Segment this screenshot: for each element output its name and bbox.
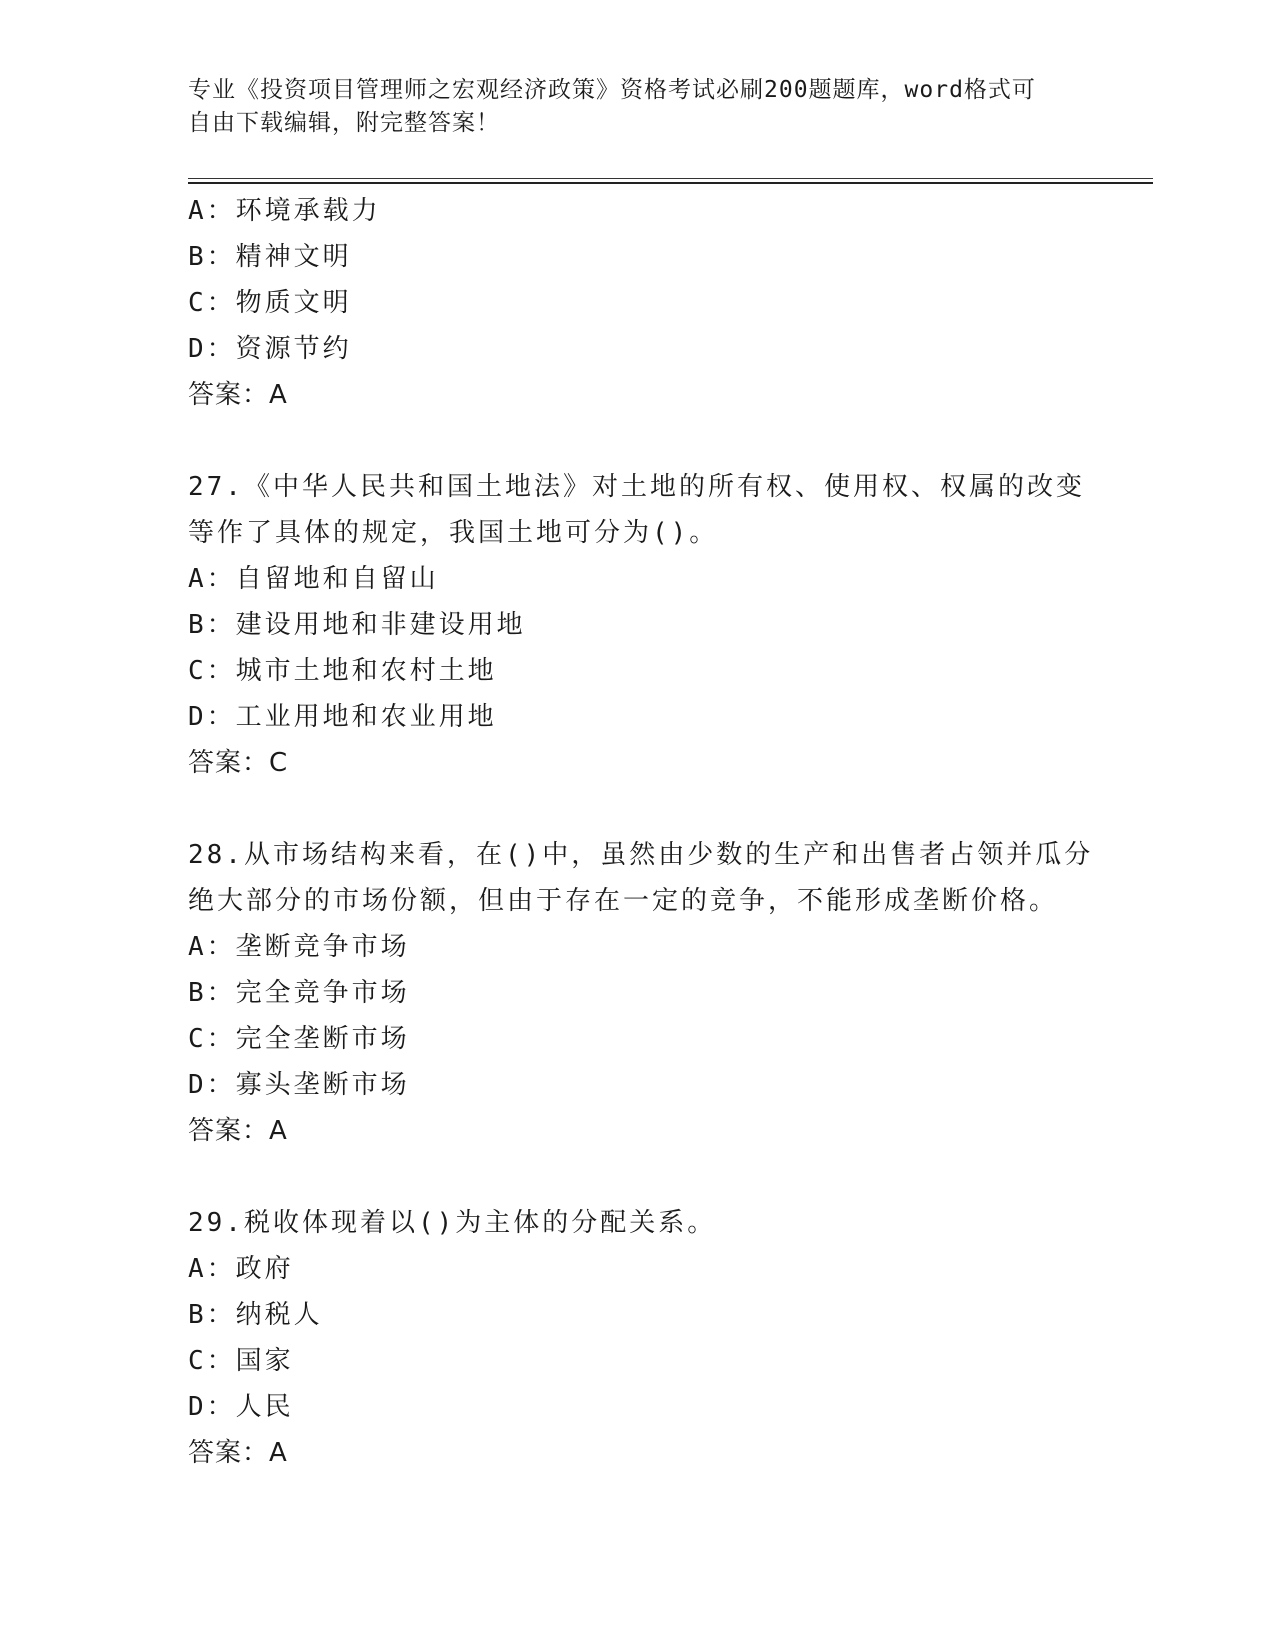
answer: 答案：A — [188, 1438, 288, 1468]
question-text-line-2: 等作了具体的规定，我国土地可分为()。 — [188, 518, 719, 548]
option-c: C：完全垄断市场 — [188, 1024, 410, 1054]
option-c: C：城市土地和农村土地 — [188, 656, 497, 686]
option-b: B：建设用地和非建设用地 — [188, 610, 526, 640]
option-d: D：工业用地和农业用地 — [188, 702, 497, 732]
option-b: B：纳税人 — [188, 1300, 323, 1330]
answer: 答案：A — [188, 1116, 288, 1146]
option-b: B：精神文明 — [188, 242, 352, 272]
option-c: C：物质文明 — [188, 288, 352, 318]
header-line-1: 专业《投资项目管理师之宏观经济政策》资格考试必刷200题题库，word格式可 — [188, 77, 1036, 103]
option-a: A：垄断竞争市场 — [188, 932, 410, 962]
question-text-line-2: 绝大部分的市场份额，但由于存在一定的竞争，不能形成垄断价格。 — [188, 886, 1059, 916]
option-d: D：资源节约 — [188, 334, 352, 364]
question-28 — [188, 832, 1094, 1154]
option-d: D：人民 — [188, 1392, 294, 1422]
question-text-line-1: 27.《中华人民共和国土地法》对土地的所有权、使用权、权属的改变 — [188, 472, 1085, 502]
option-c: C：国家 — [188, 1346, 294, 1376]
document-header — [188, 74, 1088, 140]
question-26 — [188, 188, 1088, 418]
header-rule-thin — [188, 178, 1153, 179]
answer: 答案：C — [188, 748, 289, 778]
question-29 — [188, 1200, 1088, 1476]
header-line-2: 自由下载编辑，附完整答案！ — [188, 110, 500, 136]
option-b: B：完全竞争市场 — [188, 978, 410, 1008]
question-gap — [188, 1154, 1088, 1200]
question-gap — [188, 418, 1088, 464]
header-rule-thick — [188, 182, 1153, 184]
question-27 — [188, 464, 1088, 786]
question-text-line-1: 29.税收体现着以()为主体的分配关系。 — [188, 1208, 717, 1238]
answer: 答案：A — [188, 380, 288, 410]
option-a: A：环境承载力 — [188, 196, 381, 226]
question-text-line-1: 28.从市场结构来看，在()中，虽然由少数的生产和出售者占领并瓜分 — [188, 840, 1094, 870]
question-gap — [188, 786, 1088, 832]
question-list — [188, 188, 1094, 1476]
option-d: D：寡头垄断市场 — [188, 1070, 410, 1100]
option-a: A：自留地和自留山 — [188, 564, 439, 594]
option-a: A：政府 — [188, 1254, 294, 1284]
